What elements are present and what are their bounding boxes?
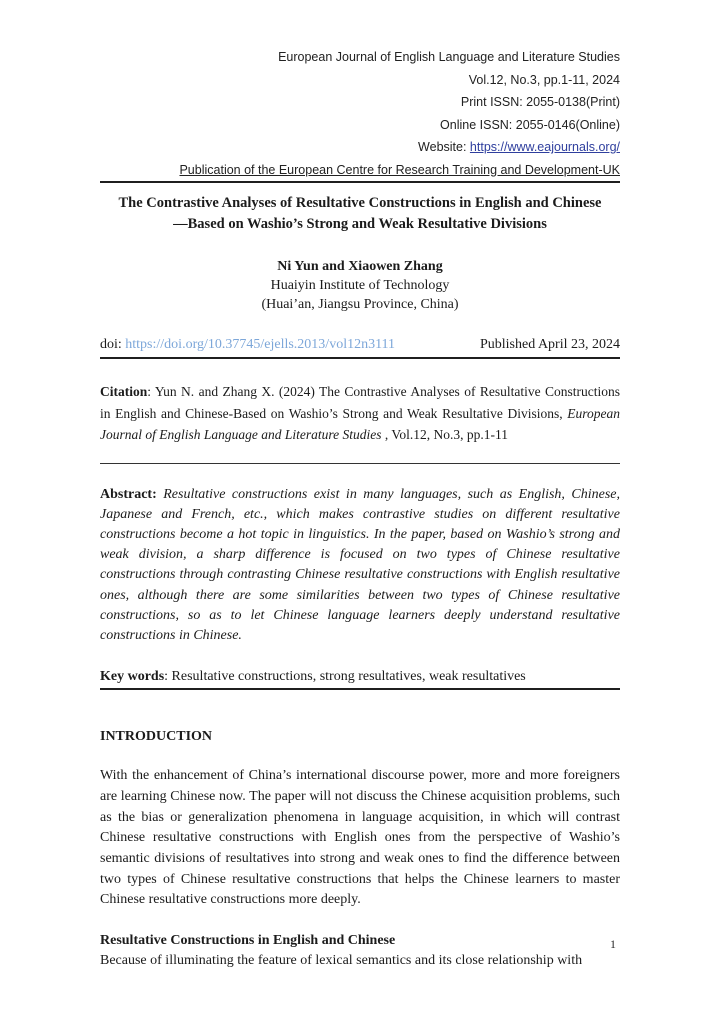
citation-divider (100, 463, 620, 464)
introduction-heading: INTRODUCTION (100, 729, 213, 745)
section2-heading: Resultative Constructions in English and Chinese (100, 933, 396, 949)
paper-title (100, 193, 620, 235)
abstract-text: Resultative constructions exist in many languages, such as English, Chinese, Japanese and French, etc., which makes contrastive studies on different resultative constructions become a hot topic in linguistics. In the paper, based on Washio’s strong and weak division, a sharp difference is focused on two types of Chinese resultative constructions through contrasting Chinese resultative constructions with English resultative ones, although there are some similarities between two types of Chinese resultative constructions, so as to let Chinese language learners deeply understand resultative constructions in Chinese. (100, 486, 620, 643)
author-block (100, 257, 620, 314)
citation-paragraph (100, 381, 620, 446)
website-link[interactable]: https://www.eajournals.org/ (469, 140, 620, 154)
publication-text: Publication of the European Centre for Research Training and Development-UK (179, 162, 620, 177)
online-issn: Online ISSN: 2055-0146(Online) (440, 117, 620, 132)
keywords-label: Key words (100, 669, 165, 685)
abstract-label: Abstract: (100, 486, 157, 502)
paper-title-line2: —Based on Washio’s Strong and Weak Resultative Divisions (173, 216, 547, 232)
paper-title-line1: The Contrastive Analyses of Resultative Constructions in English and Chinese (118, 195, 602, 211)
citation-text-1: : Yun N. and Zhang X. (2024) The Contrastive Analyses of Resultative Constructions in English and Chinese-Based on Washio’s Strong and Weak Resultative Divisions, (100, 384, 620, 421)
publication-line (100, 159, 620, 184)
keywords-line (100, 669, 620, 690)
citation-text-2: , Vol.12, No.3, pp.1-11 (381, 427, 509, 442)
doi-left (100, 337, 395, 353)
keywords-text: : Resultative constructions, strong resultatives, weak resultatives (164, 669, 526, 685)
introduction-paragraph: With the enhancement of China’s international discourse power, more and more foreigners are learning Chinese now. The paper will not discuss the Chinese acquisition problems, such as the bias or generalization phenomena in language acquisition, in which will contrast Chinese resultative constructions with English ones from the perspective of Washio’s semantic divisions of resultatives into strong and weak ones to find the difference between two types of Chinese resultative constructions that helps the Chinese learners to master Chinese resultative constructions more deeply. (100, 768, 620, 908)
abstract-paragraph (100, 485, 620, 647)
author-names: Ni Yun and Xiaowen Zhang (277, 259, 443, 274)
doi-label: doi: (100, 337, 126, 352)
author-location: (Huai’an, Jiangsu Province, China) (261, 297, 459, 312)
journal-volume: Vol.12, No.3, pp.1-11, 2024 (468, 72, 620, 87)
author-affiliation: Huaiyin Institute of Technology (270, 278, 450, 293)
page-number: 1 (610, 937, 616, 951)
website-label: Website: (418, 140, 470, 154)
doi-link[interactable]: https://doi.org/10.37745/ejells.2013/vol12n3111 (125, 337, 396, 352)
doi-row (100, 337, 620, 359)
journal-masthead (100, 46, 620, 183)
citation-label: Citation (100, 384, 148, 399)
print-issn: Print ISSN: 2055-0138(Print) (460, 95, 620, 109)
journal-name: European Journal of English Language and Literature Studies (278, 50, 620, 64)
section2-paragraph: Because of illuminating the feature of lexical semantics and its close relationship with (100, 953, 583, 969)
website-line (100, 136, 620, 159)
published-date: Published April 23, 2024 (479, 337, 620, 352)
citation-journal-italic: European Journal of English Language and Literature Studies (100, 405, 620, 442)
